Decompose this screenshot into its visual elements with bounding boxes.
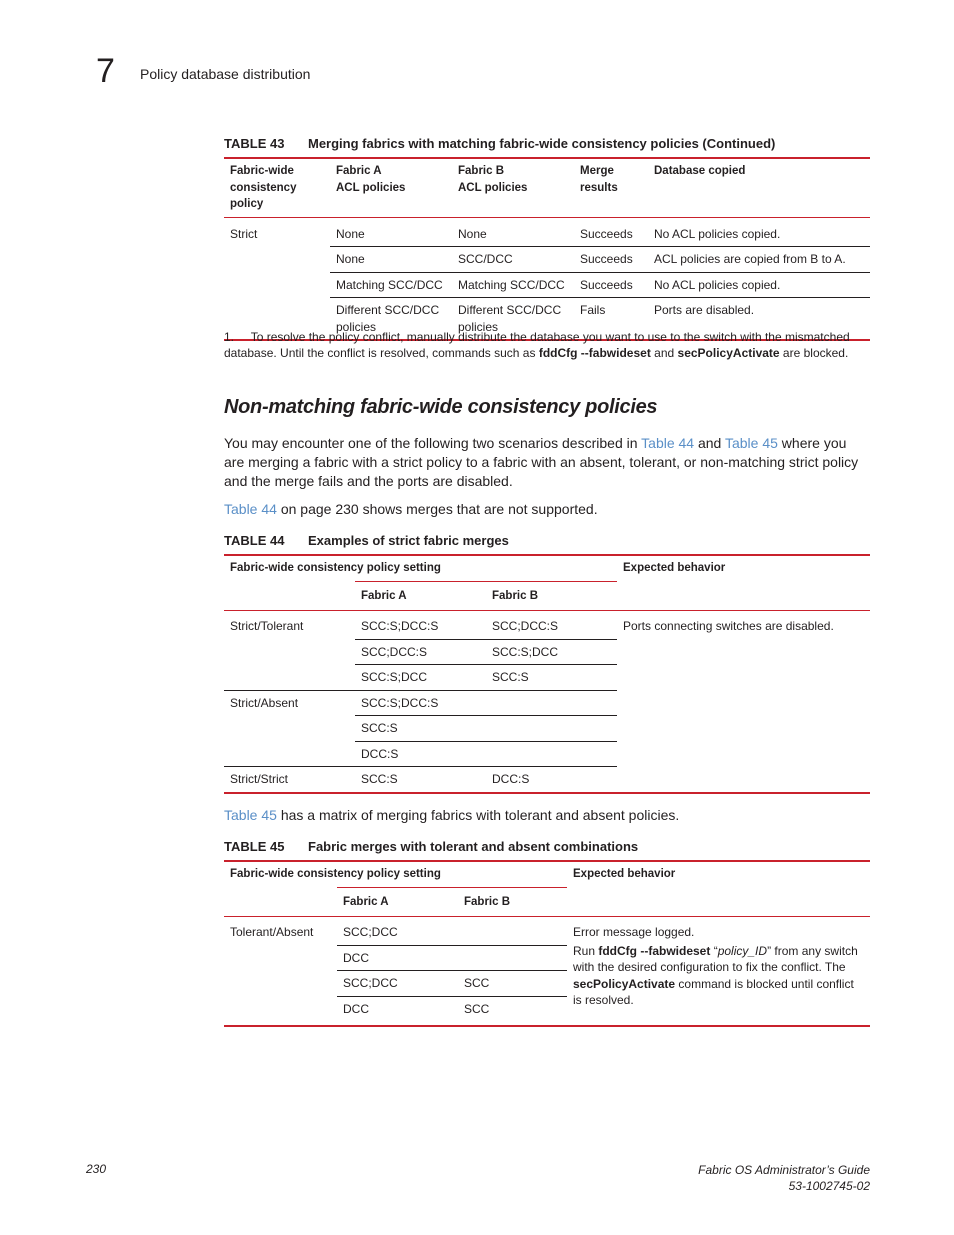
table-cell: DCC:S xyxy=(486,767,617,793)
table45-group-cell: Tolerant/Absent xyxy=(230,925,314,939)
table44-group-cell: Strict/Strict xyxy=(224,767,355,793)
table43-header-cell: Fabric-wide consistency policy xyxy=(230,165,297,210)
table44-header-fabric-b: Fabric B xyxy=(486,581,617,611)
expected-text xyxy=(573,943,864,1009)
table45-caption xyxy=(224,839,638,854)
expected-text: Run xyxy=(573,943,599,958)
table43-header-cell: Fabric A ACL policies xyxy=(336,165,406,194)
paragraph xyxy=(224,434,864,491)
table-row xyxy=(224,217,870,247)
table-cell: SCC:S;DCC xyxy=(355,665,486,691)
table43-header-cell: Database copied xyxy=(654,165,746,177)
paragraph xyxy=(224,500,864,519)
table-cell: None xyxy=(336,226,365,241)
table-row xyxy=(224,611,870,640)
table45-number: TABLE 45 xyxy=(224,839,285,854)
table44-header-expected: Expected behavior xyxy=(623,562,726,574)
footnote-text: and xyxy=(650,345,678,360)
table45-expected-cell xyxy=(567,917,870,1027)
table-cell: Different SCC/DCC policies xyxy=(452,298,574,341)
table-cell xyxy=(224,581,355,611)
table-cell xyxy=(486,690,617,716)
expected-text: Error message logged. xyxy=(573,925,695,939)
table44 xyxy=(224,554,870,794)
table-cell: SCC:S xyxy=(355,716,486,742)
table45-link[interactable]: Table 45 xyxy=(724,435,778,451)
table-cell: Ports are disabled. xyxy=(648,298,870,341)
table43-title: Merging fabrics with matching fabric-wide consistency policies (Continued) xyxy=(308,136,776,151)
command-name: fddCfg --fabwideset xyxy=(598,943,711,958)
footnote-text: are blocked. xyxy=(779,345,849,360)
table45-header-row xyxy=(224,861,870,887)
footnote-text: To resolve the policy conflict, manually distribute the database you want to use to the switch with the mismatched database. Until the conflict is resolved, commands such as xyxy=(224,330,850,360)
table-cell: SCC:S;DCC:S xyxy=(355,690,486,716)
table-cell: Matching SCC/DCC xyxy=(330,272,452,298)
table-cell: SCC/DCC xyxy=(452,247,574,273)
table-cell: SCC xyxy=(458,971,567,997)
guide-title: Fabric OS Administrator’s Guide xyxy=(698,1163,870,1177)
section-heading: Non-matching fabric-wide consistency policies xyxy=(224,396,658,418)
table45-link[interactable]: Table 45 xyxy=(224,807,277,823)
chapter-number: 7 xyxy=(96,52,115,90)
table43-header-cell: Fabric B ACL policies xyxy=(458,165,528,194)
table-cell xyxy=(458,917,567,946)
table44-group-cell: Strict/Tolerant xyxy=(230,619,304,633)
table-cell: SCC:S;DCC xyxy=(486,639,617,665)
command-argument: policy_ID xyxy=(717,943,768,958)
table44-header-fabric-a: Fabric A xyxy=(355,581,486,611)
table-cell: Succeeds xyxy=(580,226,633,241)
command-name: secPolicyActivate xyxy=(677,345,780,360)
page-number: 230 xyxy=(86,1162,107,1176)
table-cell xyxy=(486,716,617,742)
paragraph-text: has a matrix of merging fabrics with tolerant and absent policies. xyxy=(276,807,680,823)
table-cell: Matching SCC/DCC xyxy=(452,272,574,298)
table-cell: SCC;DCC:S xyxy=(355,639,486,665)
table-cell xyxy=(486,741,617,767)
table-cell: ACL policies are copied from B to A. xyxy=(648,247,870,273)
table-cell xyxy=(224,887,337,917)
table44-link[interactable]: Table 44 xyxy=(641,435,695,451)
table45-title: Fabric merges with tolerant and absent combinations xyxy=(308,839,639,854)
table-cell: No ACL policies copied. xyxy=(654,226,781,241)
paragraph xyxy=(224,806,864,825)
table44-number: TABLE 44 xyxy=(224,533,285,548)
table-cell: SCC;DCC:S xyxy=(492,619,559,633)
doc-id: 53-1002745-02 xyxy=(788,1179,870,1193)
table45-header-expected: Expected behavior xyxy=(573,868,676,880)
table44-caption xyxy=(224,533,509,548)
table-cell: SCC;DCC xyxy=(337,971,458,997)
command-name: fddCfg --fabwideset xyxy=(538,345,651,360)
expected-text: command is blocked until conflict is resolved. xyxy=(573,976,854,1007)
table43-header-cell: Merge results xyxy=(580,165,618,194)
footnote xyxy=(224,330,872,361)
table-cell: None xyxy=(330,247,452,273)
table43-number: TABLE 43 xyxy=(224,136,285,151)
table-cell: No ACL policies copied. xyxy=(648,272,870,298)
table-cell: None xyxy=(458,226,487,241)
footer-doc-info xyxy=(698,1162,870,1194)
table-cell: DCC xyxy=(337,996,458,1026)
table-cell xyxy=(458,945,567,971)
paragraph-text: You may encounter one of the following two scenarios described in xyxy=(224,435,642,451)
table45 xyxy=(224,860,870,1027)
table45-header-fabric-a: Fabric A xyxy=(337,887,458,917)
table43-group-cell: Strict xyxy=(230,226,258,241)
expected-text: from any switch with the desired configuration to fix the conflict. The xyxy=(573,943,858,974)
table43-caption xyxy=(224,136,775,151)
table-cell: SCC:S;DCC:S xyxy=(361,619,439,633)
table-cell: SCC xyxy=(458,996,567,1026)
table45-header-fabric-b: Fabric B xyxy=(458,887,567,917)
paragraph-text: where you are merging a fabric with a strict policy to a fabric with an absent, tolerant, or non-matching strict policy and the merge fails and the ports are disabled. xyxy=(224,435,859,489)
table44-group-cell: Strict/Absent xyxy=(224,690,355,767)
table43-header-row xyxy=(224,158,870,217)
table-cell: SCC:S xyxy=(355,767,486,793)
expected-text: “ xyxy=(710,943,718,958)
table-cell: DCC:S xyxy=(355,741,486,767)
expected-text: ” xyxy=(767,943,772,958)
table-cell: SCC;DCC xyxy=(343,925,398,939)
table-cell: DCC xyxy=(337,945,458,971)
table-cell: Succeeds xyxy=(574,272,648,298)
chapter-title: Policy database distribution xyxy=(140,66,311,82)
table-row xyxy=(224,917,870,946)
table-cell: Fails xyxy=(574,298,648,341)
table44-title: Examples of strict fabric merges xyxy=(308,533,509,548)
table44-header-setting: Fabric-wide consistency policy setting xyxy=(230,562,441,574)
footnote-marker: 1. xyxy=(224,330,235,344)
paragraph-text: and xyxy=(694,435,725,451)
table44-link[interactable]: Table 44 xyxy=(224,501,277,517)
table45-header-setting: Fabric-wide consistency policy setting xyxy=(230,868,441,880)
command-name: secPolicyActivate xyxy=(573,976,676,991)
paragraph-text: on page 230 shows merges that are not supported. xyxy=(276,501,598,517)
table44-expected-cell: Ports connecting switches are disabled. xyxy=(623,619,834,633)
table44-header-row xyxy=(224,555,870,581)
table-cell: SCC:S xyxy=(486,665,617,691)
table-cell: Different SCC/DCC policies xyxy=(330,298,452,341)
table-cell: Succeeds xyxy=(574,247,648,273)
table43 xyxy=(224,157,870,341)
